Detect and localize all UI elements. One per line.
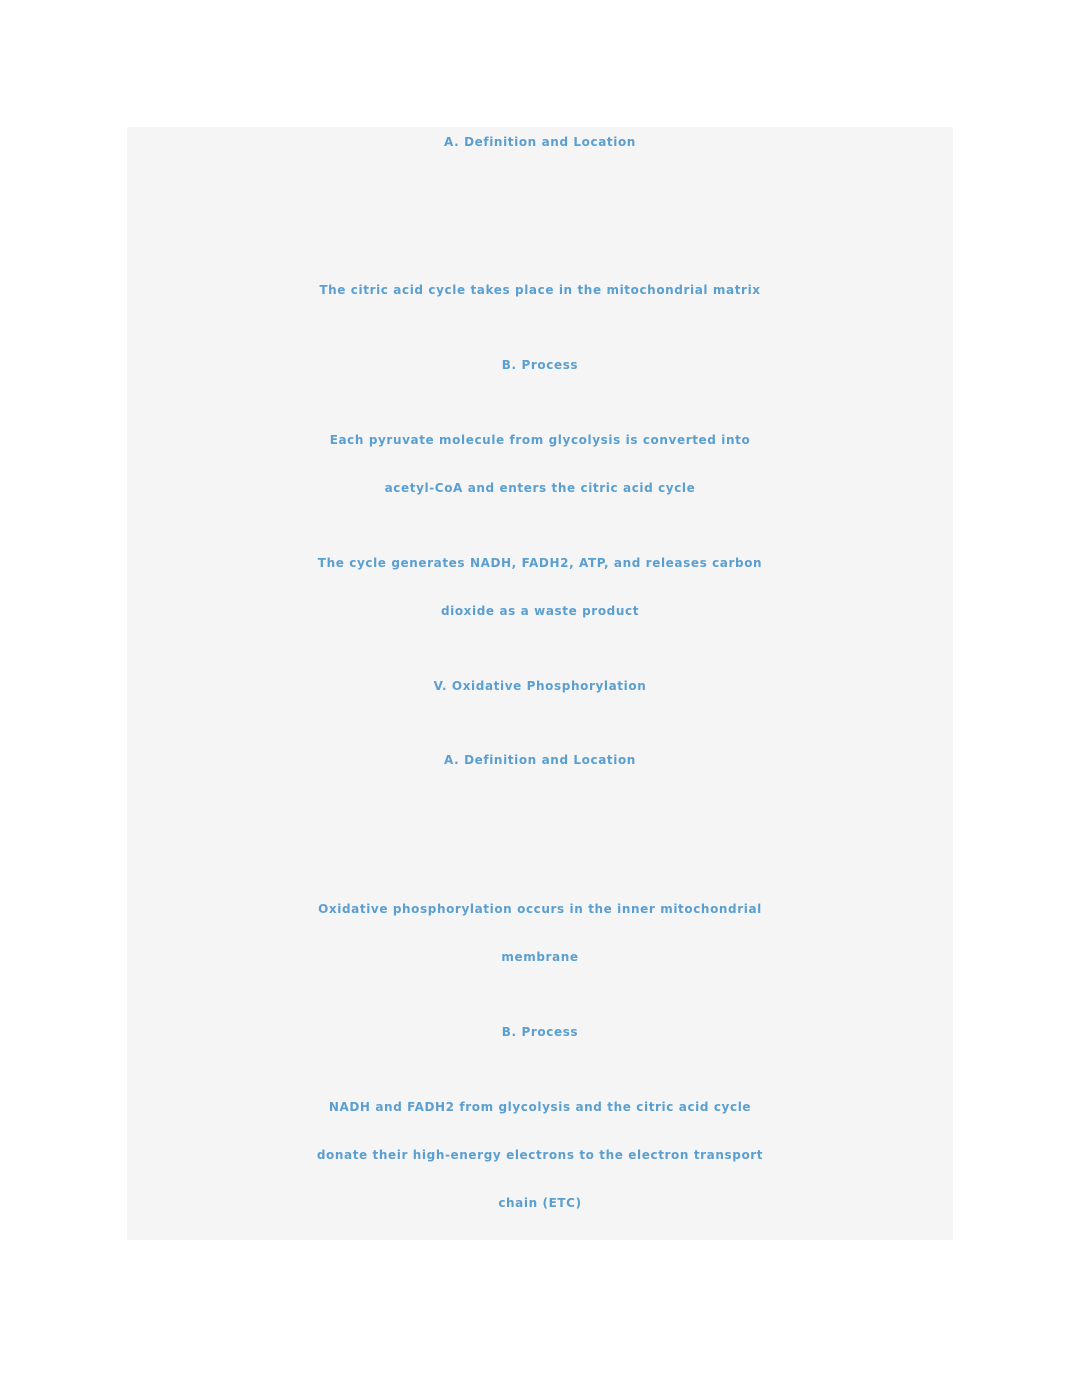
citric-location-text: The citric acid cycle takes place in the mitochondrial matrix [319,283,761,297]
oxphos-location-line1: Oxidative phosphorylation occurs in the inner mitochondrial [318,902,762,916]
oxphos-process-line1: NADH and FADH2 from glycolysis and the citric acid cycle [328,1100,752,1114]
citric-process-heading: B. Process [501,358,579,372]
section-v-heading: V. Oxidative Phosphorylation [433,679,647,693]
citric-process-p1-line1: Each pyruvate molecule from glycolysis is converted into [329,433,751,447]
citric-process-p1-line2: acetyl-CoA and enters the citric acid cycle [384,481,696,495]
oxphos-location-line2: membrane [501,950,579,964]
oxphos-process-line3: chain (ETC) [498,1196,582,1210]
oxphos-definition-heading: A. Definition and Location [444,753,636,767]
citric-process-p2-line1: The cycle generates NADH, FADH2, ATP, and releases carbon [317,556,763,570]
oxphos-process-heading: B. Process [501,1025,579,1039]
citric-definition-heading: A. Definition and Location [444,135,636,149]
content-panel [127,127,953,1240]
citric-process-p2-line2: dioxide as a waste product [440,604,640,618]
oxphos-process-line2: donate their high-energy electrons to the electron transport [316,1148,764,1162]
